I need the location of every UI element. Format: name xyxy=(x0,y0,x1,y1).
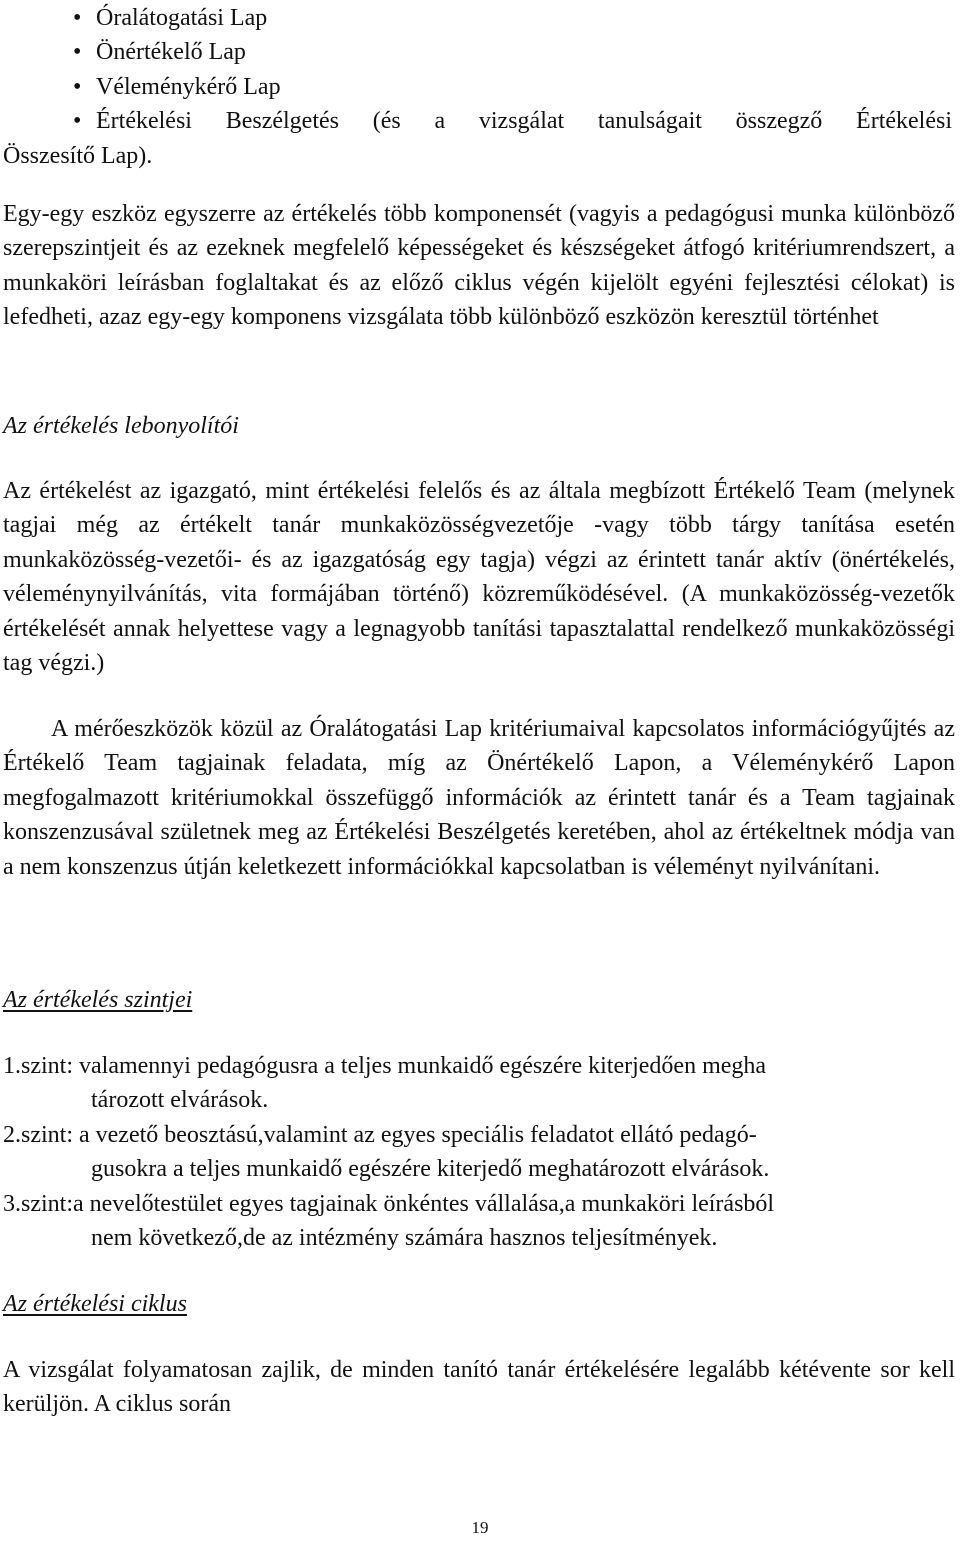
list-item: 2.szint: a vezető beosztású,valamint az egyes speciális feladatot ellátó pedagó- gusokra a teljes munkaidő egészére kiterjedő meghatározott elvárások. xyxy=(3,1121,770,1183)
bullet-icon: • xyxy=(73,5,82,31)
section-heading-cycle: Az értékelési ciklus xyxy=(3,1291,187,1317)
bullet-icon: • xyxy=(73,108,82,135)
list-item: • Óralátogatási Lap xyxy=(0,1,960,35)
bullet-icon: • xyxy=(73,39,82,66)
organizers-paragraph: Az értékelést az igazgató, mint értékelési felelős és az általa megbízott Értékelő Team (melynek tagjai még az értékelt tanár munkaközösségvezetője -vagy több tárgy tanítása esetén munkaközösség-vezetői- és az igazgatóság egy tagja) végzi az érintett tanár aktív (önértékelés, véleménynyilvánítás, vita formájában történő) közreműködésével. (A munkaközösség-vezetők értékelését annak helyettese vagy a legnagyobb tanítási tapasztalattal rendelkező munkaközösségi tag végzi.) xyxy=(3,478,955,677)
page-number: 19 xyxy=(471,1518,489,1537)
cycle-paragraph: A vizsgálat folyamatosan zajlik, de minden tanító tanár értékelésére legalább kétévente sor kell kerüljön. A ciklus során xyxy=(3,1357,955,1418)
list-item: 3.szint:a nevelőtestület egyes tagjainak önkéntes vállalása,a munkaköri leírásból nem következő,de az intézmény számára hasznos teljesítmények. xyxy=(3,1190,775,1252)
section-heading-organizers: Az értékelés lebonyolítói xyxy=(3,413,239,439)
tools-paragraph: A mérőeszközök közül az Óralátogatási Lap kritériumaival kapcsolatos információgyűjtés az Értékelő Team tagjainak feladata, míg az Önértékelő Lapon, a Véleménykérő Lapon megfogalmazott kritériumokkal összefüggő információk az érintett tanár és a Team tagjainak konszenzusával születnek meg az Értékelési Beszélgetés keretében, ahol az értékeltnek módja van a nem konszenzus útján keletkezett információkkal kapcsolatban is véleményt nyilvánítani. xyxy=(3,716,955,880)
levels-list xyxy=(3,1049,955,1255)
list-item: • Értékelési Beszélgetés (és a vizsgálat tanulságait összegző Értékelési Összesítő Lap). xyxy=(0,104,960,173)
list-item: • Önértékelő Lap xyxy=(0,35,960,69)
bullet-icon: • xyxy=(73,73,82,100)
list-item: 1.szint: valamennyi pedagógusra a teljes munkaidő egészére kiterjedően megha tározott elvárások. xyxy=(3,1053,767,1114)
list-item: • Véleménykérő Lap xyxy=(0,70,960,104)
intro-paragraph: Egy-egy eszköz egyszerre az értékelés több komponensét (vagyis a pedagógusi munka különböző szerepszintjeit és az ezeknek megfelelő képességeket és készségeket átfogó kritériumrendszert, a munkaköri leírásban foglaltakat és az előző ciklus végén kijelölt egyéni fejlesztési célokat) is lefedheti, azaz egy-egy komponens vizsgálata több különböző eszközön keresztül történhet xyxy=(3,201,955,331)
section-heading-levels: Az értékelés szintjei xyxy=(3,987,193,1013)
evaluation-tools-list xyxy=(0,1,960,173)
